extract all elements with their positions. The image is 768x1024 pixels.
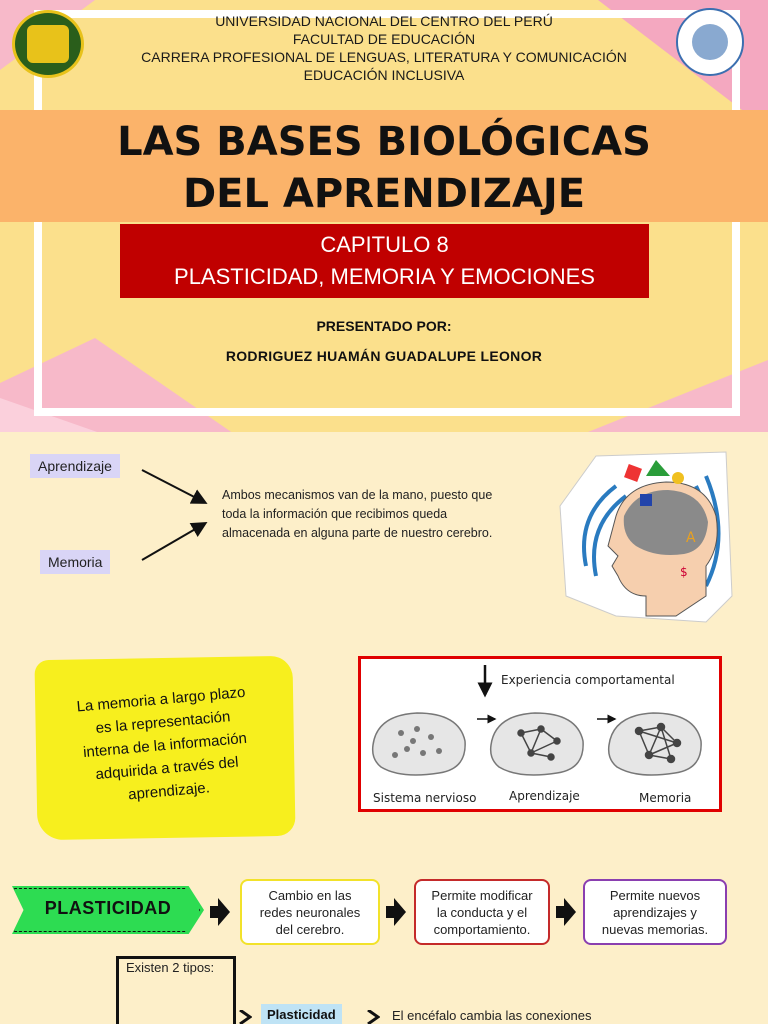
note-line: interna de la información <box>82 729 248 762</box>
arrow-right-icon <box>386 898 406 926</box>
head-brain-illustration-icon <box>556 446 736 624</box>
author-name: RODRIGUEZ HUAMÁN GUADALUPE LEONOR <box>225 348 543 364</box>
learning-memory-paragraph <box>222 486 552 543</box>
note-line: aprendizaje. <box>127 779 211 804</box>
box-line: del cerebro. <box>275 922 345 937</box>
paragraph-line: toda la información que recibimos queda <box>222 507 448 521</box>
box-line: Permite modificar <box>431 888 533 903</box>
types-bracket-drop <box>233 956 236 1024</box>
box-line: comportamiento. <box>433 922 531 937</box>
long-term-memory-note <box>41 678 288 813</box>
page-title <box>0 116 768 220</box>
note-line: La memoria a largo plazo <box>75 683 247 716</box>
memory-formation-diagram <box>358 656 722 812</box>
sub-plasticity-tag: Plasticidad <box>261 1004 342 1024</box>
diagram-stage-learning: Aprendizaje <box>509 789 580 803</box>
chapter-subtitle: PLASTICIDAD, MEMORIA Y EMOCIONES <box>174 264 595 289</box>
svg-text:$: $ <box>680 565 688 579</box>
diagram-stage-memory: Memoria <box>639 791 692 805</box>
paragraph-line: Ambos mecanismos van de la mano, puesto que <box>222 488 493 502</box>
university-heading <box>0 12 768 84</box>
box-line: Cambio en las <box>268 888 352 903</box>
box-neural-networks <box>240 879 380 945</box>
program-name: EDUCACIÓN INCLUSIVA <box>303 67 465 83</box>
diagram-top-label: Experiencia comportamental <box>501 673 675 687</box>
types-label: Existen 2 tipos: <box>126 960 215 975</box>
paragraph-line: almacenada en alguna parte de nuestro cerebro. <box>222 526 493 540</box>
career-name: CARRERA PROFESIONAL DE LENGUAS, LITERATURA Y COMUNICACIÓN <box>141 49 627 65</box>
chevron-right-icon <box>238 1010 252 1024</box>
tag-aprendizaje: Aprendizaje <box>30 454 120 478</box>
title-line-2: DEL APRENDIZAJE <box>182 171 586 217</box>
presented-by-label: PRESENTADO POR: <box>316 318 452 334</box>
svg-text:A: A <box>686 530 696 546</box>
faculty-name: FACULTAD DE EDUCACIÓN <box>292 31 476 47</box>
plasticity-label: PLASTICIDAD <box>44 898 172 918</box>
arrow-right-icon <box>556 898 576 926</box>
box-line: aprendizajes y <box>613 905 697 920</box>
diagram-stage-nervous-system: Sistema nervioso <box>373 791 477 805</box>
chapter-number: CAPITULO 8 <box>320 232 449 257</box>
note-line: es la representación <box>94 708 232 737</box>
title-line-1: LAS BASES BIOLÓGICAS <box>117 119 651 165</box>
chapter-box <box>120 224 649 298</box>
sub-plasticity-text: El encéfalo cambia las conexiones <box>392 1008 592 1023</box>
box-new-learning <box>583 879 727 945</box>
chevron-right-icon <box>366 1010 380 1024</box>
box-modify-behaviour <box>414 879 550 945</box>
box-line: la conducta y el <box>436 905 528 920</box>
university-name: UNIVERSIDAD NACIONAL DEL CENTRO DEL PERÚ <box>215 13 553 29</box>
box-line: redes neuronales <box>259 905 361 920</box>
box-line: Permite nuevos <box>609 888 701 903</box>
arrow-right-icon <box>210 898 230 926</box>
converging-arrows-icon <box>138 466 228 566</box>
box-line: nuevas memorias. <box>601 922 709 937</box>
tag-memoria: Memoria <box>40 550 110 574</box>
note-line: adquirida a través del <box>94 753 240 784</box>
